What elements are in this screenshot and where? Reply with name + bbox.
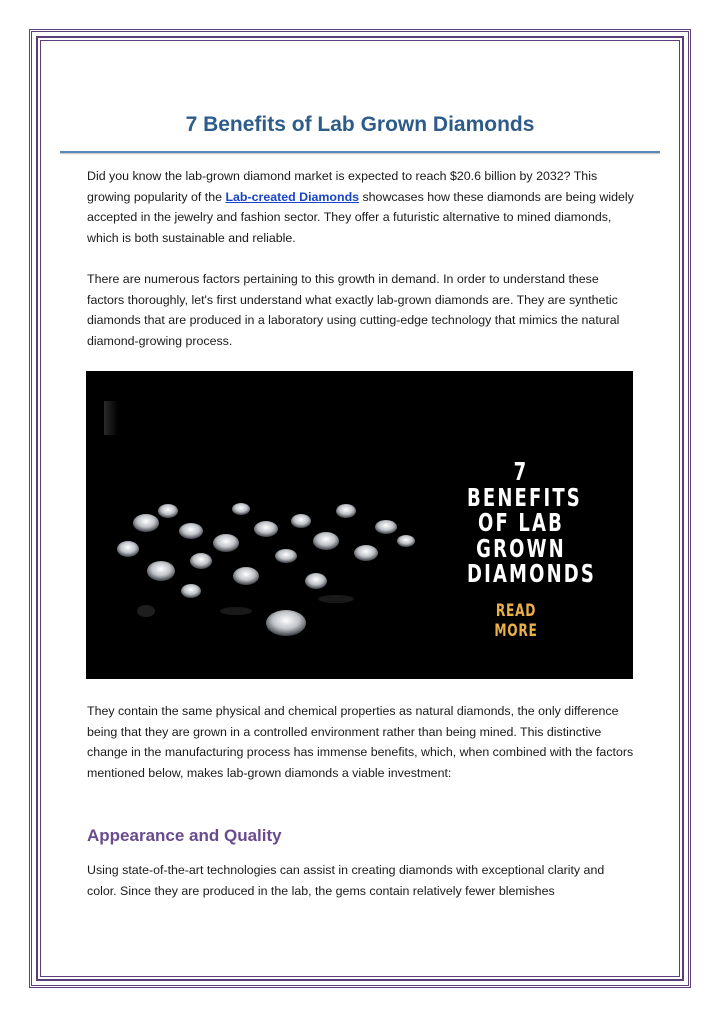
hero-image bbox=[86, 371, 633, 679]
title-divider bbox=[60, 151, 660, 153]
intro-text-start: Did you know the lab-grown diamond market is expected to reach $20.6 billion by 2032? This growing popularity of the bbox=[87, 169, 598, 204]
page-title: 7 Benefits of Lab Grown Diamonds bbox=[185, 113, 535, 136]
paragraph-2: There are numerous factors pertaining to this growth in demand. In order to understand these factors thoroughly, let's first understand what exactly lab-grown diamonds are. They are synthetic diamonds that are produced in a laboratory using cutting-edge technology that mimics the natural diamond-growing process. bbox=[87, 272, 620, 348]
paragraph-4: Using state-of-the-art technologies can assist in creating diamonds with exceptional clarity and color. Since they are produced in the lab, the gems contain relatively fewer blemishes bbox=[87, 863, 605, 898]
hero-headline bbox=[467, 457, 597, 588]
hero-line: OF LAB bbox=[478, 508, 564, 537]
read-more-label: READ MORE bbox=[494, 601, 538, 641]
hero-line: 7 bbox=[513, 457, 529, 486]
hero-line: DIAMONDS bbox=[467, 559, 597, 588]
section-heading-appearance: Appearance and Quality bbox=[87, 826, 282, 845]
intro-paragraph bbox=[87, 166, 637, 248]
diamond-cluster bbox=[117, 503, 415, 636]
intro-text-end: showcases how these diamonds are being widely accepted in the jewelry and fashion sector. They offer a futuristic alternative to mined diamonds, which is both sustainable and reliable. bbox=[87, 189, 634, 245]
hero-line: GROWN bbox=[476, 533, 566, 563]
paragraph-3: They contain the same physical and chemical properties as natural diamonds, the only difference being that they are grown in a controlled environment rather than being mined. This distinctive change in the manufacturing process has immense benefits, which, when combined with the factors mentioned below, makes lab-grown diamonds a viable investment: bbox=[87, 704, 634, 780]
hero-line: BENEFITS bbox=[467, 482, 582, 512]
lab-created-diamonds-link[interactable]: Lab-created Diamonds bbox=[225, 189, 360, 204]
